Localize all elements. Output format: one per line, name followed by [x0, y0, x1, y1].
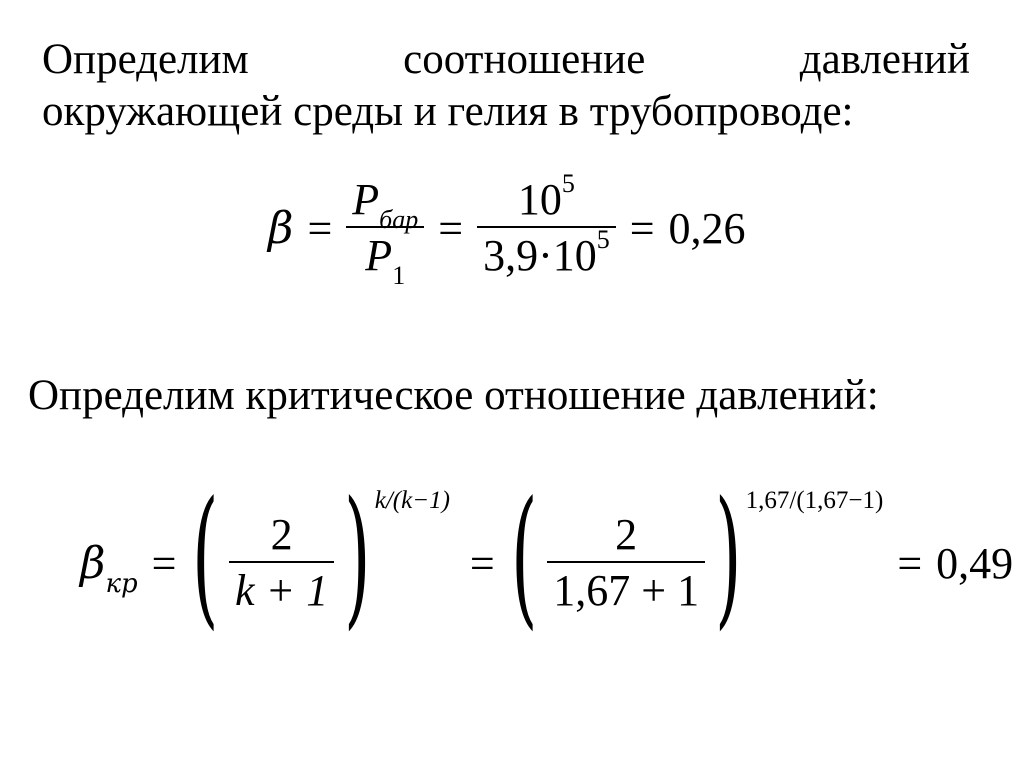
symbolic-fraction: [229, 510, 334, 615]
equals-sign: =: [469, 538, 495, 588]
right-paren: ): [344, 470, 371, 644]
right-paren: ): [715, 470, 742, 644]
critical-ratio-formula: [80, 470, 1014, 644]
numeric-fraction: [477, 169, 616, 280]
exponent-symbolic: k/(k−1): [374, 487, 450, 514]
fraction-denominator: k + 1: [234, 566, 329, 615]
equals-sign: =: [307, 203, 333, 253]
beta-symbol: β: [268, 202, 294, 254]
beta-symbol: $\beta_{кр}$: [80, 537, 138, 599]
fraction-numerator: 2: [270, 510, 293, 559]
result-value: 0,49: [936, 538, 1014, 588]
fraction-denominator: 1,67 + 1: [553, 566, 700, 615]
intro-line-2: окружающей среды и гелия в трубопроводе:: [42, 88, 854, 135]
intro-word-3: давлений: [799, 36, 970, 83]
fraction-numerator: 2: [615, 510, 638, 559]
exponent-numeric: 1,67/(1,67−1): [745, 487, 884, 514]
intro-word-1: Определим: [42, 36, 249, 83]
equals-sign: =: [629, 203, 655, 253]
numeric-fraction: [547, 510, 705, 615]
critical-ratio-heading: Определим критическое отношение давлений:: [28, 372, 879, 419]
equals-sign: =: [151, 538, 177, 588]
fraction-denominator: $3,9\cdot 10^5$: [483, 225, 610, 280]
left-paren: (: [510, 470, 538, 644]
pressure-fraction: [346, 175, 424, 290]
intro-line-1: [42, 34, 970, 86]
result-value: 0,26: [668, 203, 746, 253]
fraction-denominator: $P_1$: [365, 231, 406, 290]
fraction-numerator: $10^5$: [517, 169, 575, 224]
intro-paragraph: [42, 34, 970, 138]
fraction-numerator: $P_{бар}$: [352, 175, 419, 234]
intro-word-2: соотношение: [403, 36, 646, 83]
left-paren: (: [192, 470, 219, 644]
pressure-ratio-formula: [268, 169, 746, 290]
equals-sign: =: [438, 203, 464, 253]
equals-sign: =: [897, 538, 923, 588]
